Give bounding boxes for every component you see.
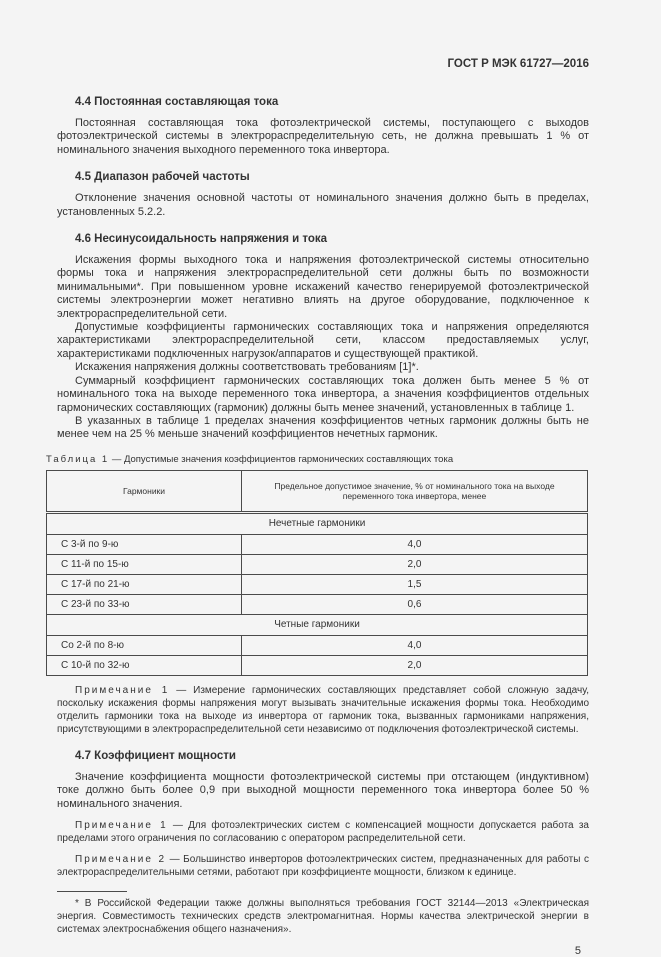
- section-4-6-paragraph-3: Искажения напряжения должны соответствовать требованиям [1]*.: [75, 361, 419, 374]
- table-cell-value: 4,0: [242, 534, 588, 554]
- section-4-5-heading: 4.5 Диапазон рабочей частоты: [75, 171, 250, 184]
- section-4-7-note-2: [57, 853, 589, 879]
- table-row: [47, 554, 588, 574]
- page-number: 5: [574, 944, 581, 957]
- harmonics-limits-table: [46, 470, 588, 676]
- section-4-6-paragraph-4: Суммарный коэффициент гармонических составляющих тока должен быть менее 5 % от номинального тока на выходе переменного тока инвертора, а значения коэффициентов отдельных гармонических составляющих (гармоник) должны быть менее значений, установленных в таблице 1.: [57, 374, 589, 414]
- section-4-7-heading: 4.7 Коэффициент мощности: [75, 749, 236, 762]
- note-2-label: Примечание 2: [75, 853, 167, 865]
- table-row: [47, 574, 588, 594]
- table-header-limit: Предельное допустимое значение, % от номинального тока на выходе переменного тока инвертора, менее: [242, 470, 588, 512]
- table-1-caption-text: — Допустимые значения коэффициентов гармонических составляющих тока: [111, 453, 454, 465]
- footnote-separator-line: [57, 891, 127, 892]
- table-row: [47, 655, 588, 675]
- section-4-6-paragraph-1: Искажения формы выходного тока и напряжения фотоэлектрической системы относительно формы тока и напряжения электрораспределительной сети должны быть по возможности минимальными*. При повышенном уровне искажений качество генерируемой фотоэлектрической системы электроэнергии может негативно влиять на другое оборудование, подключенное к электрораспределительной сети.: [57, 254, 589, 320]
- table-row: [47, 635, 588, 655]
- table-group-even-row: [47, 614, 588, 635]
- table-cell-harmonics: Со 2-й по 8-ю: [47, 635, 242, 655]
- section-4-6-paragraph-5: В указанных в таблице 1 пределах значения коэффициентов четных гармоник должны быть не менее чем на 25 % меньше значений коэффициентов нечетных гармоник.: [57, 414, 589, 441]
- section-4-4-paragraph: Постоянная составляющая тока фотоэлектрической системы, поступающего с выходов фотоэлектрической системы в электрораспределительную сеть, не должна превышать 1 % от номинального значения выходного переменного тока инвертора.: [57, 117, 589, 156]
- section-4-7-note-1: [57, 819, 589, 845]
- table-1-note: [57, 684, 589, 736]
- standard-code: ГОСТ Р МЭК 61727—2016: [447, 58, 589, 70]
- section-4-7-paragraph: Значение коэффициента мощности фотоэлектрической системы при отстающем (индуктивном) токе должно быть более 0,9 при выходной мощности переменного тока инвертора более 50 % номинального значения.: [57, 770, 589, 810]
- table-cell-value: 2,0: [242, 554, 588, 574]
- section-4-6-paragraph-2: Допустимые коэффициенты гармонических составляющих тока и напряжения определяются характеристиками электрораспределительной сети, классом предоставляемых услуг, характеристиками подключенных нагрузок/аппаратов и существующей практикой.: [57, 321, 589, 360]
- section-4-6-heading: 4.6 Несинусоидальность напряжения и тока: [75, 233, 328, 246]
- table-cell-harmonics: С 3-й по 9-ю: [47, 534, 242, 554]
- table-group-odd-label: Нечетные гармоники: [47, 512, 588, 534]
- table-cell-harmonics: С 23-й по 33-ю: [47, 594, 242, 614]
- section-4-5-paragraph: Отклонение значения основной частоты от номинального значения должно быть в пределах, установленных 5.2.2.: [57, 192, 589, 218]
- note-2-text: — Большинство инверторов фотоэлектрических систем, предназначенных для работы с электрораспределительными сетями, работают при коэффициенте мощности, близком к единице.: [57, 853, 589, 878]
- footnote-text: * В Российской Федерации также должны выполняться требования ГОСТ 32144—2013 «Электрическая энергия. Совместимость технических средств электромагнитная. Нормы качества электрической энергии в системах электроснабжения общего назначения».: [57, 897, 589, 935]
- section-4-4-heading: 4.4 Постоянная составляющая тока: [75, 96, 279, 108]
- table-cell-value: 0,6: [242, 594, 588, 614]
- table-cell-value: 2,0: [242, 655, 588, 675]
- table-1-caption-label: Таблица 1: [46, 453, 110, 465]
- table-1-note-text: — Измерение гармонических составляющих представляет собой сложную задачу, поскольку искажения формы напряжения могут вызывать значительные искажения формы тока. Необходимо отделить гармоники тока на выходе из инвертора от гармоник тока, вызванных гармониками напряжения, присутствующими в электрораспределительной сети независимо от подключения фотоэлектрической системы.: [57, 684, 589, 735]
- table-row: [47, 534, 588, 554]
- table-group-odd-row: [47, 512, 588, 534]
- note-1-text: — Для фотоэлектрических систем с компенсацией мощности допускается работа за пределами этого ограничения по согласованию с оператором распределительной сети.: [57, 819, 589, 844]
- table-1-note-label: Примечание 1: [75, 684, 170, 696]
- table-row: [47, 594, 588, 614]
- table-cell-harmonics: С 11-й по 15-ю: [47, 554, 242, 574]
- note-1-label: Примечание 1: [75, 819, 168, 831]
- table-cell-harmonics: С 10-й по 32-ю: [47, 655, 242, 675]
- table-cell-harmonics: С 17-й по 21-ю: [47, 574, 242, 594]
- table-group-even-label: Четные гармоники: [47, 614, 588, 635]
- table-cell-value: 1,5: [242, 574, 588, 594]
- table-header-row: [47, 470, 588, 512]
- table-cell-value: 4,0: [242, 635, 588, 655]
- table-header-harmonics: Гармоники: [47, 470, 242, 512]
- table-1-caption: [46, 454, 589, 465]
